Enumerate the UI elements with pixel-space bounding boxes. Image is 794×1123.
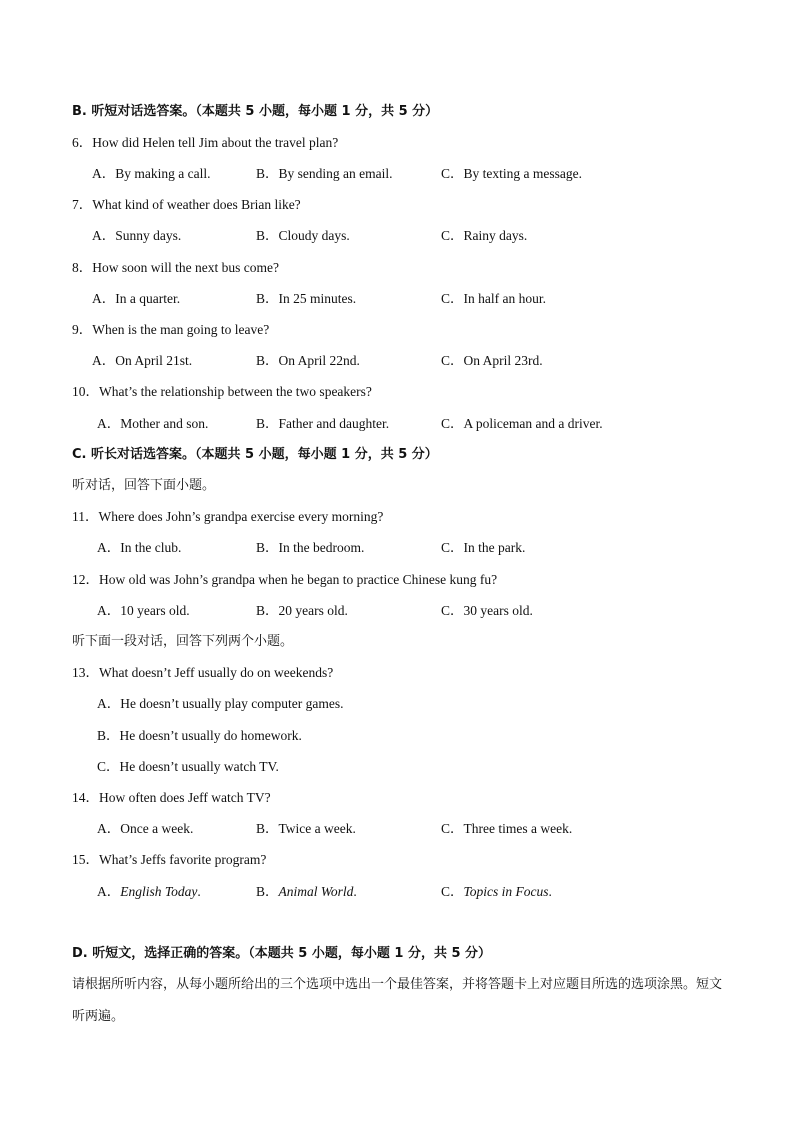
question-10-option-a: A．Mother and son.: [97, 416, 209, 431]
question-11-stem: 11．Where does John’s grandpa exercise every morning?: [72, 509, 384, 524]
question-15-option-a: A．English Today.: [97, 884, 201, 899]
question-12-stem: 12．How old was John’s grandpa when he began to practice Chinese kung fu?: [72, 572, 498, 587]
question-10-stem: 10．What’s the relationship between the two speakers?: [72, 384, 372, 399]
question-8-stem: 8．How soon will the next bus come?: [72, 260, 279, 275]
option-prefix: A．: [97, 884, 121, 899]
question-14-stem: 14．How often does Jeff watch TV?: [72, 790, 271, 805]
question-12-option-c: C．30 years old.: [441, 603, 533, 618]
question-14-option-b: B．Twice a week.: [256, 821, 356, 836]
question-11-option-b: B．In the bedroom.: [256, 540, 365, 555]
question-10-option-c: C．A policeman and a driver.: [441, 416, 603, 431]
question-7-option-a: A．Sunny days.: [92, 228, 182, 243]
option-prefix: C．: [441, 884, 464, 899]
question-7-stem: 7．What kind of weather does Brian like?: [72, 197, 301, 212]
question-13-option-a: A．He doesn’t usually play computer games.: [97, 696, 344, 711]
question-15-stem: 15．What’s Jeffs favorite program?: [72, 852, 267, 867]
question-8-option-b: B．In 25 minutes.: [256, 291, 357, 306]
section-c-intro-2: 听下面一段对话，回答下列两个小题。: [72, 634, 294, 649]
question-9-option-a: A．On April 21st.: [92, 353, 193, 368]
program-title: English Today: [120, 884, 198, 899]
question-15-option-b: B．Animal World.: [256, 884, 357, 899]
question-7-option-b: B．Cloudy days.: [256, 228, 350, 243]
question-13-stem: 13．What doesn’t Jeff usually do on weekends?: [72, 665, 334, 680]
question-6-stem: 6．How did Helen tell Jim about the travel plan?: [72, 135, 339, 150]
question-11-option-a: A．In the club.: [97, 540, 182, 555]
question-15-option-c: C．Topics in Focus.: [441, 884, 552, 899]
question-8-option-a: A．In a quarter.: [92, 291, 181, 306]
section-d-instructions: 请根据所听内容，从每小题所给出的三个选项中选出一个最佳答案，并将答题卡上对应题目所选的选项涂黑。短文听两遍。: [72, 977, 723, 1024]
option-prefix: B．: [256, 884, 279, 899]
section-c-header: C. 听长对话选答案。（本题共 5 小题，每小题 1 分，共 5 分）: [72, 447, 438, 462]
question-7-option-c: C．Rainy days.: [441, 228, 528, 243]
program-title: Animal World: [278, 884, 354, 899]
section-c-intro-1: 听对话，回答下面小题。: [72, 478, 216, 493]
question-12-option-a: A．10 years old.: [97, 603, 190, 618]
question-12-option-b: B．20 years old.: [256, 603, 348, 618]
question-9-option-b: B．On April 22nd.: [256, 353, 360, 368]
question-10-option-b: B．Father and daughter.: [256, 416, 390, 431]
section-d-header: D. 听短文，选择正确的答案。（本题共 5 小题，每小题 1 分，共 5 分）: [72, 946, 492, 961]
section-b-header: B. 听短对话选答案。（本题共 5 小题，每小题 1 分，共 5 分）: [72, 104, 439, 119]
program-title: Topics in Focus: [463, 884, 549, 899]
question-11-option-c: C．In the park.: [441, 540, 526, 555]
question-6-option-b: B．By sending an email.: [256, 166, 393, 181]
question-9-option-c: C．On April 23rd.: [441, 353, 543, 368]
question-9-stem: 9．When is the man going to leave?: [72, 322, 270, 337]
question-8-option-c: C．In half an hour.: [441, 291, 546, 306]
question-13-option-c: C．He doesn’t usually watch TV.: [97, 759, 279, 774]
question-14-option-c: C．Three times a week.: [441, 821, 573, 836]
question-6-option-c: C．By texting a message.: [441, 166, 582, 181]
question-6-option-a: A．By making a call.: [92, 166, 211, 181]
question-14-option-a: A．Once a week.: [97, 821, 194, 836]
question-13-option-b: B．He doesn’t usually do homework.: [97, 728, 302, 743]
